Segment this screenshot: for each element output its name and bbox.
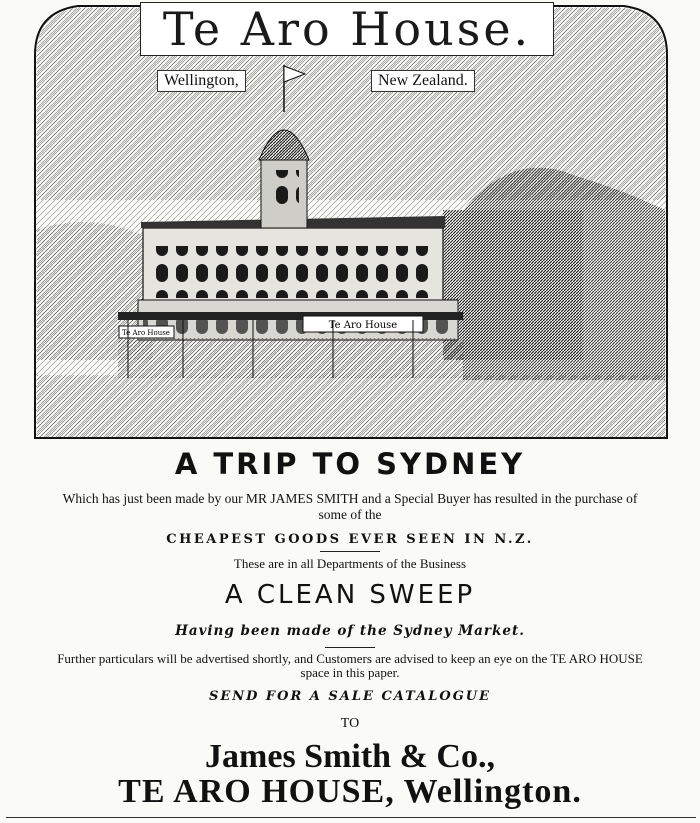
divider	[320, 551, 380, 552]
send-catalogue: SEND FOR A SALE CATALOGUE	[208, 689, 492, 704]
clean-sweep: A CLEAN SWEEP	[224, 580, 476, 610]
sign-left: Te Aro House	[122, 329, 170, 337]
divider	[325, 647, 375, 648]
sydney-market-text: Having been made of the Sydney Market.	[175, 623, 525, 639]
further-particulars: Further particulars will be advertised shortly, and Customers are advised to keep an eye on the TE ARO HOUSE space in this paper.	[57, 651, 643, 680]
company-address: TE ARO HOUSE, Wellington.	[118, 773, 582, 810]
sign-main: Te Aro House	[328, 320, 398, 331]
company-name: James Smith & Co.,	[205, 738, 495, 775]
cheapest-goods: CHEAPEST GOODS EVER SEEN IN N.Z.	[166, 532, 534, 547]
street	[37, 375, 665, 437]
location-new-zealand: New Zealand.	[371, 70, 475, 92]
building-engraving	[33, 0, 669, 440]
to-label: TO	[340, 716, 360, 731]
bottom-rule	[6, 817, 696, 818]
store-title: Te Aro House.	[140, 2, 554, 56]
engraving-svg	[33, 0, 669, 440]
departments-text: These are in all Departments of the Business	[233, 556, 467, 571]
headline: A TRIP TO SYDNEY	[174, 447, 526, 481]
location-wellington: Wellington,	[157, 70, 246, 92]
intro-text: Which has just been made by our MR JAMES SMITH and a Special Buyer has resulted in the purchase of some of the	[62, 491, 638, 522]
